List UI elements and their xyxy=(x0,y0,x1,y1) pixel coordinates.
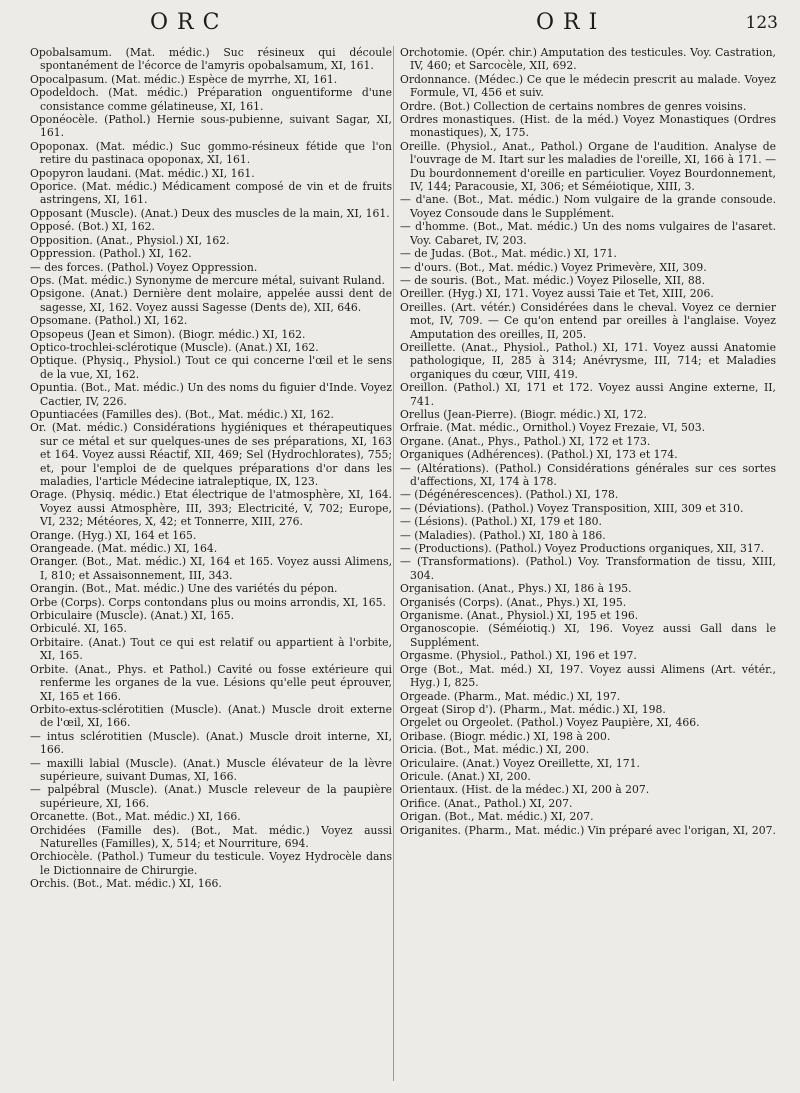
index-entry: Oranger. (Bot., Mat. médic.) XI, 164 et 165. Voyez aussi Alimens, I, 810; et Assaisonnement, III, 343. xyxy=(30,555,392,582)
index-entry: Orientaux. (Hist. de la médec.) XI, 200 à 207. xyxy=(400,783,650,797)
index-entry: Orchidées (Famille des). (Bot., Mat. médic.) Voyez aussi Naturelles (Familles), X, 514; et Nourriture, 694. xyxy=(30,823,392,850)
index-entry: Oreille. (Physiol., Anat., Pathol.) Organe de l'audition. Analyse de l'ouvrage de M. Itart sur les maladies de l'oreille, XI, 166 à 171. — Du bourdonnement d'oreille en particulier. Voyez Bourdonnement, IV, 144; Paracousie, XI, 306; et Séméiotique, XIII, 3. xyxy=(400,139,776,194)
index-entry: Opodeldoch. (Mat. médic.) Préparation onguentiforme d'une consistance comme gélatineuse, XI, 161. xyxy=(30,86,392,113)
index-entry: Opsomane. (Pathol.) XI, 162. xyxy=(30,314,188,328)
index-entry: Organoscopie. (Séméiotiq.) XI, 196. Voyez aussi Gall dans le Supplément. xyxy=(400,622,776,649)
index-entry: — d'ours. (Bot., Mat. médic.) Voyez Primevère, XII, 309. xyxy=(400,260,707,274)
index-entry: Orellus (Jean-Pierre). (Biogr. médic.) XI, 172. xyxy=(400,407,647,421)
index-entry: — d'homme. (Bot., Mat. médic.) Un des noms vulgaires de l'asaret. Voy. Cabaret, IV, 203. xyxy=(400,220,776,247)
index-entry: Or. (Mat. médic.) Considérations hygiéniques et thérapeutiques sur ce métal et sur quelques-unes de ses préparations, XI, 163 et 164. Voyez aussi Réactif, XII, 469; Sel (Hydrochlorates), 755; et, pour l'emploi de de quelques préparations d'or dans les maladies, l'article Médecine iatraleptique, IX, 123. xyxy=(30,421,392,488)
index-entry: — (Maladies). (Pathol.) XI, 180 à 186. xyxy=(400,528,606,542)
index-entry: Opobalsamum. (Mat. médic.) Suc résineux qui découle spontanément de l'écorce de l'amyris opobalsamum, XI, 161. xyxy=(30,46,392,73)
index-entry: Organiques (Adhérences). (Pathol.) XI, 173 et 174. xyxy=(400,448,678,462)
index-entry: — (Dégénérescences). (Pathol.) XI, 178. xyxy=(400,488,619,502)
index-entry: Orbitaire. (Anat.) Tout ce qui est relatif ou appartient à l'orbite, XI, 165. xyxy=(30,635,392,663)
index-entry: Opopyron laudani. (Mat. médic.) XI, 161. xyxy=(30,166,255,180)
index-entry: Oponéocèle. (Pathol.) Hernie sous-pubienne, suivant Sagar, XI, 161. xyxy=(30,113,392,140)
index-entry: Organe. (Anat., Phys., Pathol.) XI, 172 et 173. xyxy=(400,434,651,448)
index-entry: Oreillon. (Pathol.) XI, 171 et 172. Voyez aussi Angine externe, II, 741. xyxy=(400,381,776,408)
index-entry: Oriculaire. (Anat.) Voyez Oreillette, XI, 171. xyxy=(400,756,640,770)
index-entry: Opuntiacées (Familles des). (Bot., Mat. médic.) XI, 162. xyxy=(30,407,334,421)
index-entry: Orchotomie. (Opér. chir.) Amputation des testicules. Voy. Castration, IV, 460; et Sarcocèle, XII, 692. xyxy=(400,46,776,73)
header-right-title: ORI xyxy=(536,10,607,35)
index-entry: Ordre. (Bot.) Collection de certains nombres de genres voisins. xyxy=(400,99,747,113)
index-entry: — (Déviations). (Pathol.) Voyez Transposition, XIII, 309 et 310. xyxy=(400,501,744,515)
page-number: 123 xyxy=(745,13,778,33)
index-entry: — (Productions). (Pathol.) Voyez Productions organiques, XII, 317. xyxy=(400,542,765,556)
header-left-title: ORC xyxy=(150,10,229,35)
index-entry: Origan. (Bot., Mat. médic.) XI, 207. xyxy=(400,810,594,824)
index-entry: Orifice. (Anat., Pathol.) XI, 207. xyxy=(400,796,573,810)
index-entry: Orbite. (Anat., Phys. et Pathol.) Cavité ou fosse extérieure qui renferme les organes de la vue. Lésions qu'elle peut éprouver, XI, 165 et 166. xyxy=(30,662,392,703)
index-entry: Opposition. (Anat., Physiol.) XI, 162. xyxy=(30,233,230,247)
index-entry: — des forces. (Pathol.) Voyez Oppression. xyxy=(30,260,258,274)
index-entry: Orangin. (Bot., Mat. médic.) Une des variétés du pépon. xyxy=(30,582,338,596)
index-entry: Orgeade. (Pharm., Mat. médic.) XI, 197. xyxy=(400,689,621,703)
index-entry: — d'ane. (Bot., Mat. médic.) Nom vulgaire de la grande consoude. Voyez Consoude dans le Supplément. xyxy=(400,193,776,220)
index-entry: — intus sclérotitien (Muscle). (Anat.) Muscle droit interne, XI, 166. xyxy=(30,729,392,757)
index-entry: Opuntia. (Bot., Mat. médic.) Un des noms du figuier d'Inde. Voyez Cactier, IV, 226. xyxy=(30,381,392,408)
column-divider xyxy=(393,46,394,1081)
index-entry: Oricule. (Anat.) XI, 200. xyxy=(400,769,531,783)
index-entry: Orbiculé. XI, 165. xyxy=(30,622,127,636)
index-entry: Orgeat (Sirop d'). (Pharm., Mat. médic.) XI, 198. xyxy=(400,702,666,716)
index-entry: — (Altérations). (Pathol.) Considérations générales sur ces sortes d'affections, XI, 174 à 178. xyxy=(400,461,776,488)
index-entry: Oreilles. (Art. vétér.) Considérées dans le cheval. Voyez ce dernier mot, IV, 709. — Ce qu'on entend par oreilles à l'anglaise. Voyez Amputation des oreilles, II, 205. xyxy=(400,300,776,341)
index-entry: Orbiculaire (Muscle). (Anat.) XI, 165. xyxy=(30,609,235,623)
index-entry: Optico-trochlei-sclérotique (Muscle). (Anat.) XI, 162. xyxy=(30,340,319,354)
index-entry: Ordonnance. (Médec.) Ce que le médecin prescrit au malade. Voyez Formule, VI, 456 et suiv. xyxy=(400,72,776,100)
index-entry: Orgasme. (Physiol., Pathol.) XI, 196 et 197. xyxy=(400,649,637,663)
index-entry: Orange. (Hyg.) XI, 164 et 165. xyxy=(30,528,197,542)
index-entry: Opocalpasum. (Mat. médic.) Espèce de myrrhe, XI, 161. xyxy=(30,72,338,86)
index-entry: — palpébral (Muscle). (Anat.) Muscle releveur de la paupière supérieure, XI, 166. xyxy=(30,783,392,810)
index-entry: Origanites. (Pharm., Mat. médic.) Vin préparé avec l'origan, XI, 207. xyxy=(400,823,776,837)
index-entry: Orage. (Physiq. médic.) Etat électrique de l'atmosphère, XI, 164. Voyez aussi Atmosphère, III, 393; Electricité, V, 702; Europe, VI, 232; Météores, X, 42; et Tonnerre, XIII, 276. xyxy=(30,488,392,529)
right-column xyxy=(400,46,776,837)
index-entry: Opsigone. (Anat.) Dernière dent molaire, appelée aussi dent de sagesse, XI, 162. Voyez aussi Sagesse (Dents de), XII, 646. xyxy=(30,287,392,314)
left-column xyxy=(30,46,392,891)
index-entry: Orchis. (Bot., Mat. médic.) XI, 166. xyxy=(30,877,222,891)
index-entry: — de Judas. (Bot., Mat. médic.) XI, 171. xyxy=(400,247,617,261)
index-entry: Ordres monastiques. (Hist. de la méd.) Voyez Monastiques (Ordres monastiques), X, 175. xyxy=(400,113,776,140)
index-entry: — de souris. (Bot., Mat. médic.) Voyez Piloselle, XII, 88. xyxy=(400,273,705,287)
index-entry: Oreiller. (Hyg.) XI, 171. Voyez aussi Taie et Tet, XIII, 206. xyxy=(400,287,714,301)
index-entry: Orbito-extus-sclérotitien (Muscle). (Anat.) Muscle droit externe de l'œil, XI, 166. xyxy=(30,702,392,730)
index-entry: Organisme. (Anat., Physiol.) XI, 195 et 196. xyxy=(400,609,639,623)
index-entry: Orfraie. (Mat. médic., Ornithol.) Voyez Frezaie, VI, 503. xyxy=(400,421,706,435)
index-entry: Orgelet ou Orgeolet. (Pathol.) Voyez Paupière, XI, 466. xyxy=(400,716,700,730)
index-entry: Opsopeus (Jean et Simon). (Biogr. médic.) XI, 162. xyxy=(30,327,306,341)
index-entry: Opoponax. (Mat. médic.) Suc gommo-résineux fétide que l'on retire du pastinaca opoponax, XI, 161. xyxy=(30,139,392,167)
index-entry: Opposé. (Bot.) XI, 162. xyxy=(30,220,155,234)
index-entry: Oppression. (Pathol.) XI, 162. xyxy=(30,247,192,261)
running-header xyxy=(0,10,800,40)
index-entry: Oporice. (Mat. médic.) Médicament composé de vin et de fruits astringens, XI, 161. xyxy=(30,180,392,207)
index-entry: Orchiocèle. (Pathol.) Tumeur du testicule. Voyez Hydrocèle dans le Dictionnaire de Chirurgie. xyxy=(30,850,392,877)
index-entry: Oreillette. (Anat., Physiol., Pathol.) XI, 171. Voyez aussi Anatomie pathologique, II, 285 à 314; Anévrysme, III, 714; et Maladies organiques du cœur, VIII, 419. xyxy=(400,340,776,381)
index-entry: Oribase. (Biogr. médic.) XI, 198 à 200. xyxy=(400,729,611,743)
index-entry: Ops. (Mat. médic.) Synonyme de mercure métal, suivant Ruland. xyxy=(30,273,385,287)
index-entry: Orge (Bot., Mat. méd.) XI, 197. Voyez aussi Alimens (Art. vétér., Hyg.) I, 825. xyxy=(400,662,776,690)
index-entry: Orangeade. (Mat. médic.) XI, 164. xyxy=(30,542,218,556)
index-entry: Orcanette. (Bot., Mat. médic.) XI, 166. xyxy=(30,810,241,824)
index-entry: Optique. (Physiq., Physiol.) Tout ce qui concerne l'œil et le sens de la vue, XI, 162. xyxy=(30,354,392,381)
index-entry: Orbe (Corps). Corps contondans plus ou moins arrondis, XI, 165. xyxy=(30,595,386,609)
index-entry: Oricia. (Bot., Mat. médic.) XI, 200. xyxy=(400,743,590,757)
index-entry: Opposant (Muscle). (Anat.) Deux des muscles de la main, XI, 161. xyxy=(30,206,390,220)
index-entry: Organisation. (Anat., Phys.) XI, 186 à 195. xyxy=(400,582,632,596)
index-entry: Organisés (Corps). (Anat., Phys.) XI, 195. xyxy=(400,595,627,609)
index-entry: — maxilli labial (Muscle). (Anat.) Muscle élévateur de la lèvre supérieure, suivant Dumas, XI, 166. xyxy=(30,756,392,783)
index-entry: — (Lésions). (Pathol.) XI, 179 et 180. xyxy=(400,515,602,529)
index-entry: — (Transformations). (Pathol.) Voy. Transformation de tissu, XIII, 304. xyxy=(400,555,776,582)
